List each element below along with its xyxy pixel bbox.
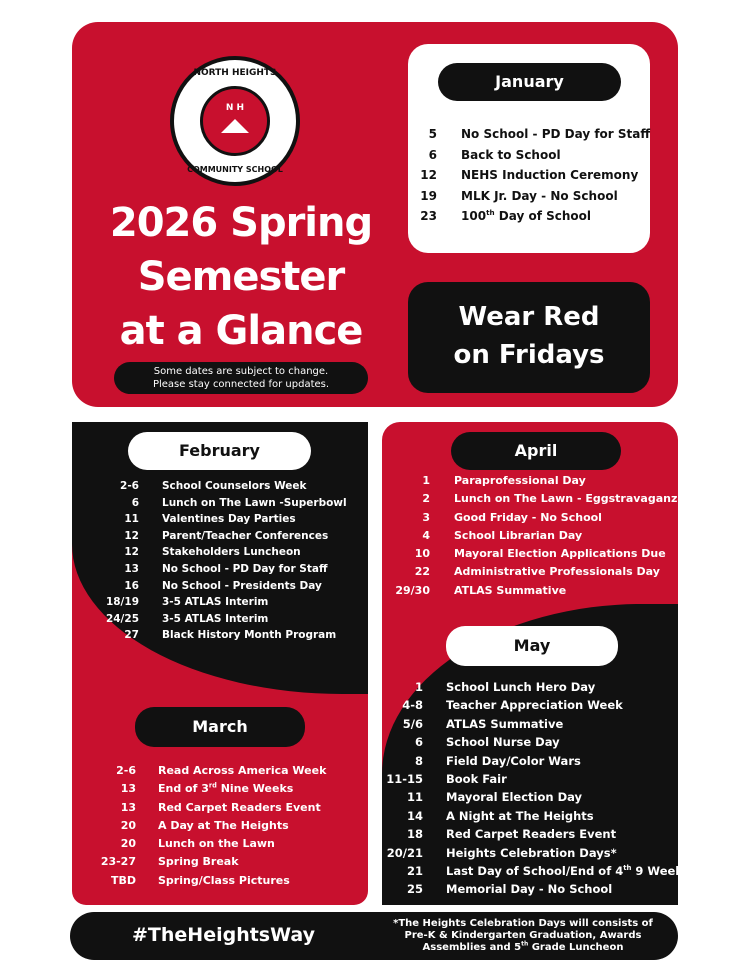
event-text: Back to School: [461, 147, 561, 162]
may-event-list: [386, 678, 690, 899]
event-date: 13: [120, 782, 136, 796]
event-row: [415, 165, 650, 186]
event-text: ATLAS Summative: [446, 716, 564, 731]
event-text: A Night at The Heights: [446, 808, 594, 823]
event-text: ATLAS Summative: [454, 583, 567, 597]
event-date: 10: [414, 547, 430, 561]
event-date: 4: [422, 528, 430, 542]
event-row: [96, 835, 326, 853]
event-row: [386, 844, 690, 862]
event-text: NEHS Induction Ceremony: [461, 168, 639, 182]
april-event-list: [390, 472, 685, 600]
event-date: 11: [406, 790, 423, 805]
footnote-line: *The Heights Celebration Days will consists of: [393, 918, 653, 929]
hashtag: #TheHeightsWay: [132, 924, 316, 946]
banner-line: Wear Red: [458, 302, 600, 332]
event-row: [386, 678, 690, 696]
event-row: [415, 124, 650, 145]
logo-text-bottom: COMMUNITY SCHOOL: [187, 165, 283, 174]
event-row: [96, 872, 326, 890]
event-date: 18/19: [105, 596, 139, 609]
event-row: [386, 825, 690, 843]
note-line: Some dates are subject to change.: [153, 366, 329, 377]
event-date: 20: [120, 818, 136, 832]
event-text: School Counselors Week: [162, 480, 307, 492]
event-text: Read Across America Week: [158, 764, 327, 777]
school-logo: [170, 56, 300, 186]
building-icon: [221, 119, 249, 133]
event-row: [390, 509, 685, 527]
event-row: [96, 853, 326, 871]
month-heading-january: January: [438, 63, 621, 101]
event-text: Field Day/Color Wars: [446, 753, 581, 768]
event-date: 11: [124, 513, 139, 526]
event-row: [386, 696, 690, 714]
event-date: 22: [414, 565, 430, 579]
event-text: End of 3rd Nine Weeks: [158, 781, 294, 796]
event-row: [96, 780, 326, 798]
event-date: 16: [124, 579, 139, 592]
event-row: [390, 563, 685, 581]
note-line: Please stay connected for updates.: [152, 379, 330, 390]
event-date: 23-27: [100, 855, 136, 869]
event-row: [96, 611, 347, 628]
event-text: Memorial Day - No School: [446, 882, 613, 897]
event-date: 20: [120, 837, 136, 851]
event-text: Last Day of School/End of 4th 9 Weeks: [446, 864, 690, 879]
event-date: 13: [124, 562, 139, 575]
footnote: [388, 918, 658, 954]
event-row: [96, 627, 347, 644]
event-date: 8: [414, 753, 423, 768]
event-row: [386, 880, 690, 898]
disclaimer-note: [114, 362, 368, 394]
event-row: [415, 186, 650, 207]
footnote-line: Pre-K & Kindergarten Graduation, Awards: [404, 930, 642, 941]
event-text: Lunch on The Lawn -Superbowl: [162, 496, 347, 509]
event-date: 6: [428, 147, 437, 162]
event-date: 20/21: [386, 845, 423, 860]
month-heading-march: March: [135, 707, 305, 747]
event-text: 100th Day of School: [461, 208, 592, 223]
month-heading-february: February: [128, 432, 311, 470]
title-line: Semester: [137, 254, 345, 300]
footnote-line: Assemblies and 5th Grade Luncheon: [422, 940, 624, 953]
event-text: Paraprofessional Day: [454, 474, 586, 487]
january-event-list: [415, 124, 650, 227]
event-row: [390, 472, 685, 490]
event-row: [415, 206, 650, 227]
event-date: 23: [420, 209, 437, 223]
event-row: [96, 817, 326, 835]
event-text: School Lunch Hero Day: [446, 680, 596, 694]
event-text: Stakeholders Luncheon: [162, 546, 301, 559]
event-text: Black History Month Program: [162, 629, 337, 642]
event-date: 25: [406, 882, 423, 897]
banner-line: on Fridays: [453, 340, 605, 370]
event-date: 5/6: [402, 716, 423, 731]
event-row: [96, 762, 326, 780]
event-date: 2: [422, 492, 430, 506]
event-text: Mayoral Election Day: [446, 790, 583, 805]
event-text: Good Friday - No School: [454, 510, 602, 524]
event-date: 6: [131, 496, 139, 509]
event-row: [386, 733, 690, 751]
event-text: Book Fair: [446, 772, 507, 787]
footer-bar: [70, 912, 678, 960]
event-text: 3-5 ATLAS Interim: [162, 596, 269, 609]
march-event-list: [96, 762, 326, 890]
event-date: 2-6: [120, 480, 139, 492]
february-event-list: [96, 478, 347, 644]
event-date: 19: [420, 188, 437, 203]
event-row: [386, 862, 690, 880]
event-text: 3-5 ATLAS Interim: [162, 612, 269, 625]
event-row: [96, 544, 347, 561]
logo-text-top: NORTH HEIGHTS: [193, 68, 277, 78]
event-row: [390, 490, 685, 508]
event-text: School Librarian Day: [454, 528, 583, 542]
event-text: Valentines Day Parties: [162, 513, 296, 526]
event-text: Teacher Appreciation Week: [446, 698, 623, 713]
event-date: TBD: [110, 873, 136, 887]
event-text: Lunch on the Lawn: [158, 837, 275, 851]
event-date: 12: [124, 546, 139, 559]
event-text: Parent/Teacher Conferences: [162, 529, 329, 542]
event-text: Mayoral Election Applications Due: [454, 547, 666, 561]
event-row: [386, 788, 690, 806]
event-date: 6: [414, 735, 423, 750]
wear-red-banner: [408, 282, 650, 393]
event-row: [96, 578, 347, 595]
event-row: [386, 807, 690, 825]
event-row: [96, 561, 347, 578]
event-row: [96, 495, 347, 512]
event-text: No School - PD Day for Staff: [461, 127, 651, 141]
event-text: No School - PD Day for Staff: [162, 562, 328, 575]
event-text: MLK Jr. Day - No School: [461, 188, 618, 203]
event-date: 14: [406, 808, 423, 823]
event-row: [386, 770, 690, 788]
page-title: [96, 196, 386, 358]
event-date: 2-6: [116, 764, 136, 777]
title-line: 2026 Spring: [109, 200, 373, 246]
event-text: Spring Break: [158, 855, 239, 869]
event-date: 27: [124, 629, 139, 642]
event-date: 24/25: [105, 612, 139, 625]
event-row: [96, 511, 347, 528]
event-row: [390, 545, 685, 563]
event-text: Administrative Professionals Day: [454, 565, 660, 579]
event-text: School Nurse Day: [446, 735, 560, 750]
event-date: 11-15: [386, 772, 423, 787]
event-date: 12: [420, 168, 437, 182]
event-text: Lunch on The Lawn - Eggstravaganza: [454, 492, 685, 506]
event-date: 4-8: [402, 698, 423, 713]
event-date: 1: [422, 474, 430, 487]
event-date: 5: [428, 127, 437, 141]
event-row: [386, 752, 690, 770]
event-text: Red Carpet Readers Event: [446, 827, 617, 842]
event-row: [96, 799, 326, 817]
event-date: 13: [120, 800, 136, 814]
month-heading-april: April: [451, 432, 621, 470]
event-row: [386, 715, 690, 733]
event-text: No School - Presidents Day: [162, 579, 322, 592]
logo-emblem: [200, 86, 270, 156]
logo-initials: N H: [225, 103, 245, 113]
event-date: 12: [124, 529, 139, 542]
event-date: 18: [406, 827, 423, 842]
event-date: 3: [422, 510, 430, 524]
event-date: 29/30: [395, 583, 430, 597]
event-row: [390, 527, 685, 545]
event-row: [390, 582, 685, 600]
event-row: [96, 594, 347, 611]
event-row: [96, 478, 347, 495]
event-text: Heights Celebration Days*: [446, 845, 617, 860]
event-text: A Day at The Heights: [158, 818, 289, 832]
event-date: 21: [406, 864, 423, 879]
event-row: [415, 145, 650, 166]
event-row: [96, 528, 347, 545]
title-line: at a Glance: [119, 308, 363, 354]
event-text: Spring/Class Pictures: [158, 873, 290, 887]
event-text: Red Carpet Readers Event: [158, 800, 321, 814]
event-date: 1: [414, 680, 423, 694]
month-heading-may: May: [446, 626, 618, 666]
